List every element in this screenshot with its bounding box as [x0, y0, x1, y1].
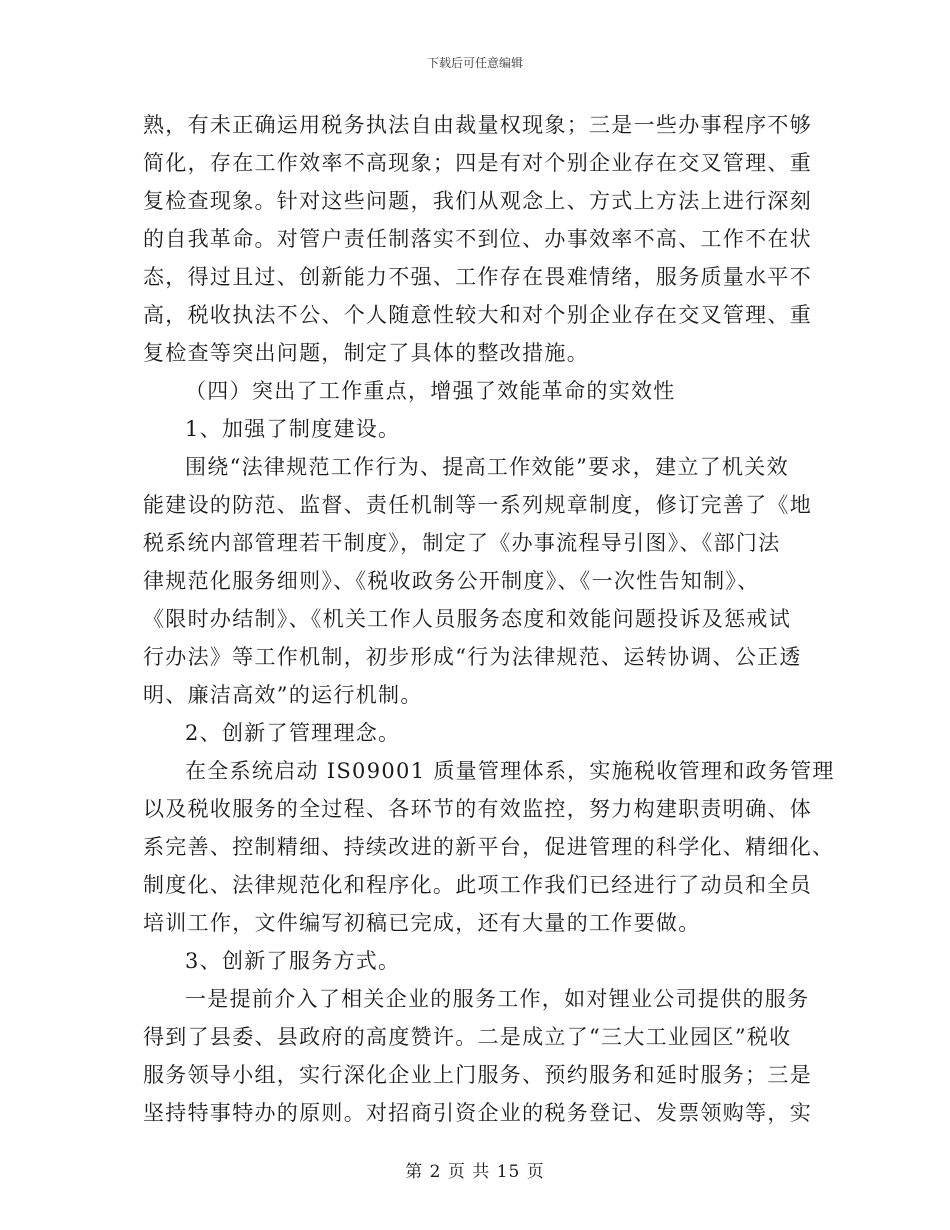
text-line: 复检查等突出问题，制定了具体的整改措施。 [143, 341, 589, 365]
section-heading: （四）突出了工作重点，增强了效能革命的实效性 [185, 379, 676, 403]
subsection-heading: 3、创新了服务方式。 [185, 949, 401, 973]
page-number: 第 2 页 共 15 页 [405, 1162, 545, 1182]
text-line: 坚持特事特办的原则。对招商引资企业的税务登记、发票领购等，实 [143, 1101, 812, 1125]
text-line: 在全系统启动 IS09001 质量管理体系，实施税收管理和政务管理 [185, 759, 835, 783]
text-line: 《限时办结制》、《机关工作人员服务态度和效能问题投诉及惩戒试 [143, 607, 791, 631]
text-line: 税系统内部管理若干制度》，制定了《办事流程导引图》、《部门法 [143, 531, 781, 555]
text-line: 的自我革命。对管户责任制落实不到位、办事效率不高、工作不在状 [143, 227, 812, 251]
text-line: 明、廉洁高效”的运行机制。 [143, 683, 423, 707]
text-line: 系完善、控制精细、持续改进的新平台，促进管理的科学化、精细化、 [143, 835, 835, 859]
text-line: 律规范化服务细则》、《税收政务公开制度》、《一次性告知制》、 [143, 569, 760, 593]
text-line: 能建设的防范、监督、责任机制等一系列规章制度，修订完善了《地 [143, 493, 812, 517]
text-line: 制度化、法律规范化和程序化。此项工作我们已经进行了动员和全员 [143, 873, 812, 897]
text-line: 复检查现象。针对这些问题，我们从观念上、方式上方法上进行深刻 [143, 189, 812, 213]
text-line: 简化，存在工作效率不高现象；四是有对个别企业存在交叉管理、重 [143, 151, 812, 175]
text-line: 态，得过且过、创新能力不强、工作存在畏难情绪，服务质量水平不 [143, 265, 812, 289]
text-line: 围绕“法律规范工作行为、提高工作效能”要求，建立了机关效 [185, 455, 789, 479]
text-line: 培训工作，文件编写初稿已完成，还有大量的工作要做。 [143, 911, 701, 935]
text-line: 熟，有未正确运用税务执法自由裁量权现象；三是一些办事程序不够 [143, 113, 812, 137]
text-line: 服务领导小组，实行深化企业上门服务、预约服务和延时服务；三是 [143, 1063, 812, 1087]
document-body [143, 106, 835, 1132]
subsection-heading: 2、创新了管理理念。 [185, 721, 401, 745]
text-line: 以及税收服务的全过程、各环节的有效监控，努力构建职责明确、体 [143, 797, 812, 821]
text-line: 一是提前介入了相关企业的服务工作，如对锂业公司提供的服务 [185, 987, 810, 1011]
text-line: 行办法》等工作机制，初步形成“行为法律规范、运转协调、公正透 [143, 645, 802, 669]
subsection-heading: 1、加强了制度建设。 [185, 417, 401, 441]
text-line: 得到了县委、县政府的高度赞许。二是成立了“三大工业园区”税收 [143, 1025, 792, 1049]
text-line: 高，税收执法不公、个人随意性较大和对个别企业存在交叉管理、重 [143, 303, 812, 327]
header-note: 下载后可任意编辑 [426, 56, 523, 70]
